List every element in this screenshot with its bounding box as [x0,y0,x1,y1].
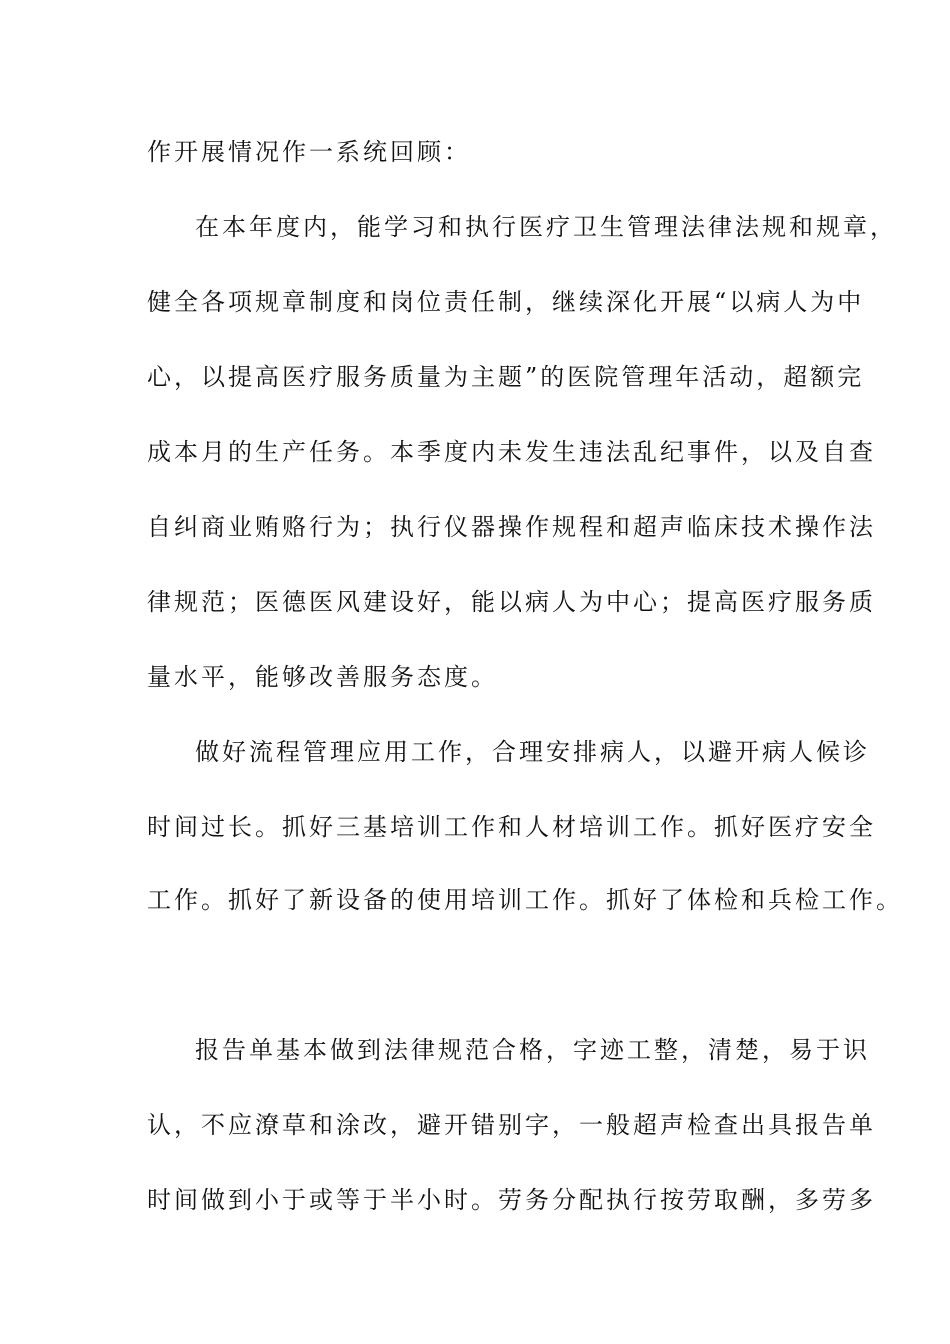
text-line: 量水平，能够改善服务态度。 [147,663,498,691]
paragraph-first-line: 报告单基本做到法律规范合格，字迹工整，清楚，易于识 [195,1036,870,1064]
text-line: 健全各项规章制度和岗位责任制，继续深化开展“以病人为中 [147,288,865,316]
text-line: 认，不应潦草和涂改，避开错别字，一般超声检查出具报告单 [147,1111,876,1139]
text-line: 工作。抓好了新设备的使用培训工作。抓好了体检和兵检工作。 [147,886,903,914]
text-line: 时间过长。抓好三基培训工作和人材培训工作。抓好医疗安全 [147,813,876,841]
text-line: 律规范；医德医风建设好，能以病人为中心；提高医疗服务质 [147,588,876,616]
text-line: 作开展情况作一系统回顾： [147,138,471,166]
text-line: 时间做到小于或等于半小时。劳务分配执行按劳取酬，多劳多 [147,1186,876,1214]
paragraph-first-line: 做好流程管理应用工作，合理安排病人，以避开病人候诊 [195,738,870,766]
text-line: 成本月的生产任务。本季度内未发生违法乱纪事件，以及自查 [147,438,876,466]
paragraph-first-line: 在本年度内，能学习和执行医疗卫生管理法律法规和规章， [195,213,897,241]
text-line: 自纠商业贿赂行为；执行仪器操作规程和超声临床技术操作法 [147,513,876,541]
text-line: 心，以提高医疗服务质量为主题”的医院管理年活动，超额完 [147,363,865,391]
